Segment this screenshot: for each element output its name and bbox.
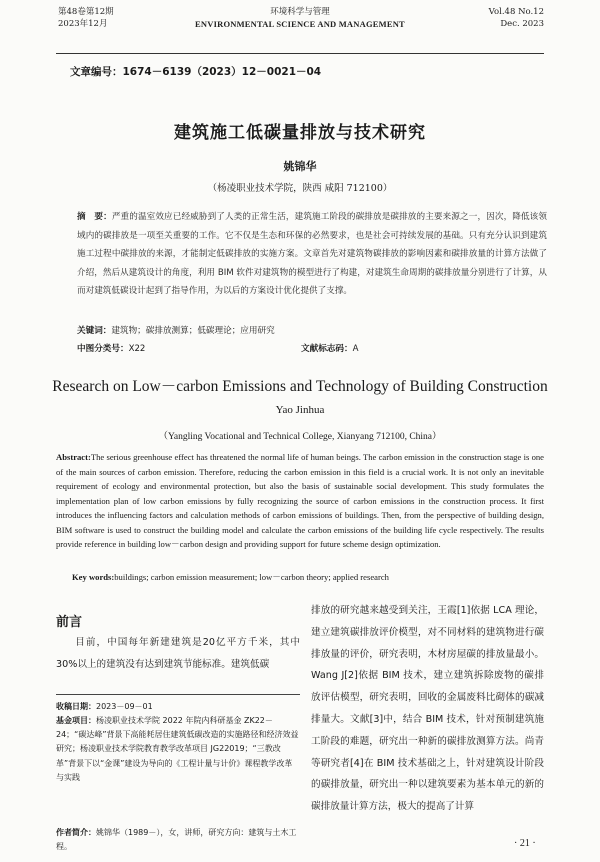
header-volume-en: Vol.48 No.12: [488, 7, 544, 17]
fund-label: 基金项目：: [56, 716, 96, 725]
document-code-value: A: [352, 344, 359, 354]
body-right-column: [311, 600, 544, 818]
abstract-en-text: The serious greenhouse effect has threatened the normal life of human beings. The carbon emission in the construction stage is one of the main sources of carbon emission. Therefore, reducing the carbon emission in this field is a crucial work. It is not only an inevitable requirement of ecology and environmental protection, but also the basis of sustainable social development. This study formulates the implementation plan of low carbon emissions by fully recognizing the source of carbon emissions in the construction process. It first introduces the influencing factors and calculation methods of carbon emissions of buildings. Then, from the perspective of building design, BIM software is used to construct the building model and calculate the carbon emissions of the building life cycle respectively. The results provide reference in building low－carbon design and providing support for future scheme design optimization.: [56, 452, 544, 549]
header-date-cn: 2023年12月: [58, 19, 108, 29]
footnote-rule: [56, 694, 300, 695]
author-en: Yao Jinhua: [275, 404, 325, 416]
body-paragraph-continued: 排放的研究越来越受到关注，王霞[1]依据 LCA 理论，建立建筑碳排放评价模型，对不同材料的建筑物进行碳排放量的评价，研究表明，木材房屋碳的排放量最小。Wang J[2]依据 BIM 技术，建立建筑拆除废物的碳排放评估模型，研究表明，回收的金属废料比砌体的碳减排量大。文献[3]中，结合 BIM 技术，针对预制建筑施工阶段的难题，研究出一种新的碳排放测算方法。尚青等研究者[4]在 BIM 技术基础之上，针对建筑设计阶段的碳排放量，研究出一种以建筑要素为基本单元的新的碳排放量计算方法，极大的提高了计算: [311, 605, 544, 813]
header-volume-en-block: [489, 6, 544, 30]
abstract-en: [56, 450, 544, 552]
keywords-cn-text: 建筑物；碳排放测算；低碳理论；应用研究: [111, 326, 275, 336]
footnote-received: [56, 700, 300, 714]
abstract-cn: [77, 208, 547, 301]
author-bio-label: 作者简介：: [56, 828, 96, 837]
keywords-cn: [77, 324, 275, 336]
title-en: Research on Low－carbon Emissions and Technology of Building Construction: [52, 378, 548, 395]
clc-label: 中图分类号：: [77, 344, 129, 354]
abstract-cn-label: 摘 要：: [77, 212, 112, 222]
page-number: · 21 ·: [514, 838, 536, 849]
affiliation-en: （Yangling Vocational and Technical College, Xianyang 712100, China）: [158, 432, 442, 442]
fund-text: 杨凌职业技术学院 2022 年院内科研基金 ZK22－24；“碳达峰”背景下高能耗居住建筑低碳改造的实施路径和经济效益研究；杨凌职业技术学院教育教学改革项目 JG22019；“三教改革”背景下以“金课”建设为导向的《工程计量与计价》课程教学改革与实践: [56, 716, 299, 782]
keywords-en-label: Key words:: [72, 572, 115, 582]
clc-number: [77, 342, 145, 354]
body-left-column: [56, 632, 300, 675]
affiliation-cn: （杨凌职业技术学院，陕西 咸阳 712100）: [207, 183, 393, 194]
title-cn: 建筑施工低碳量排放与技术研究: [174, 123, 426, 143]
received-label: 收稿日期：: [56, 702, 96, 711]
keywords-en-text: buildings; carbon emission measurement; low－carbon theory; applied research: [114, 572, 389, 582]
header-rule: [56, 53, 544, 54]
section-heading-preface: 前言: [56, 615, 83, 630]
footnote-author: [56, 826, 300, 854]
keywords-en: [72, 571, 389, 583]
received-date: 2023－09－01: [96, 702, 153, 711]
header-journal-cn: 环境科学与管理: [270, 7, 330, 17]
document-code: [301, 342, 358, 354]
abstract-en-label: Abstract:: [56, 452, 91, 462]
clc-value: X22: [128, 344, 146, 354]
abstract-cn-text: 严重的温室效应已经威胁到了人类的正常生活，建筑施工阶段的碳排放是碳排放的主要来源之一，因次，降低该领域内的碳排放是一项至关重要的工作。它不仅是生态和环保的必然要求，也是社会可持续发展的基础。只有充分认识到建筑施工过程中碳排放的来源，才能制定低碳排放的实施方案。文章首先对建筑物碳排放的影响因素和碳排放量的计算方法做了介绍，然后从建筑设计的角度，利用 BIM 软件对建筑物的模型进行了构建，对建筑生命周期的碳排放量分别进行了计算，从而对建筑低碳设计起到了指导作用，为以后的方案设计优化提供了支撑。: [77, 212, 547, 296]
header-volume-cn: 第48卷第12期: [58, 7, 114, 17]
header-date-en: Dec. 2023: [500, 19, 544, 29]
article-number: 文章编号：1674－6139（2023）12－0021－04: [70, 66, 322, 78]
document-code-label: 文献标志码：: [301, 344, 353, 354]
author-bio-text: 姚锦华（1989－），女，讲师，研究方向：建筑与土木工程。: [56, 828, 297, 852]
keywords-cn-label: 关键词：: [77, 326, 112, 336]
header-journal-en: ENVIRONMENTAL SCIENCE AND MANAGEMENT: [195, 19, 405, 29]
author-cn: 姚锦华: [283, 160, 317, 173]
footnote-fund: [56, 714, 300, 785]
body-paragraph: 目前，中国每年新建建筑是20亿平方千米，其中30%以上的建筑没有达到建筑节能标准。建筑低碳: [56, 637, 300, 670]
